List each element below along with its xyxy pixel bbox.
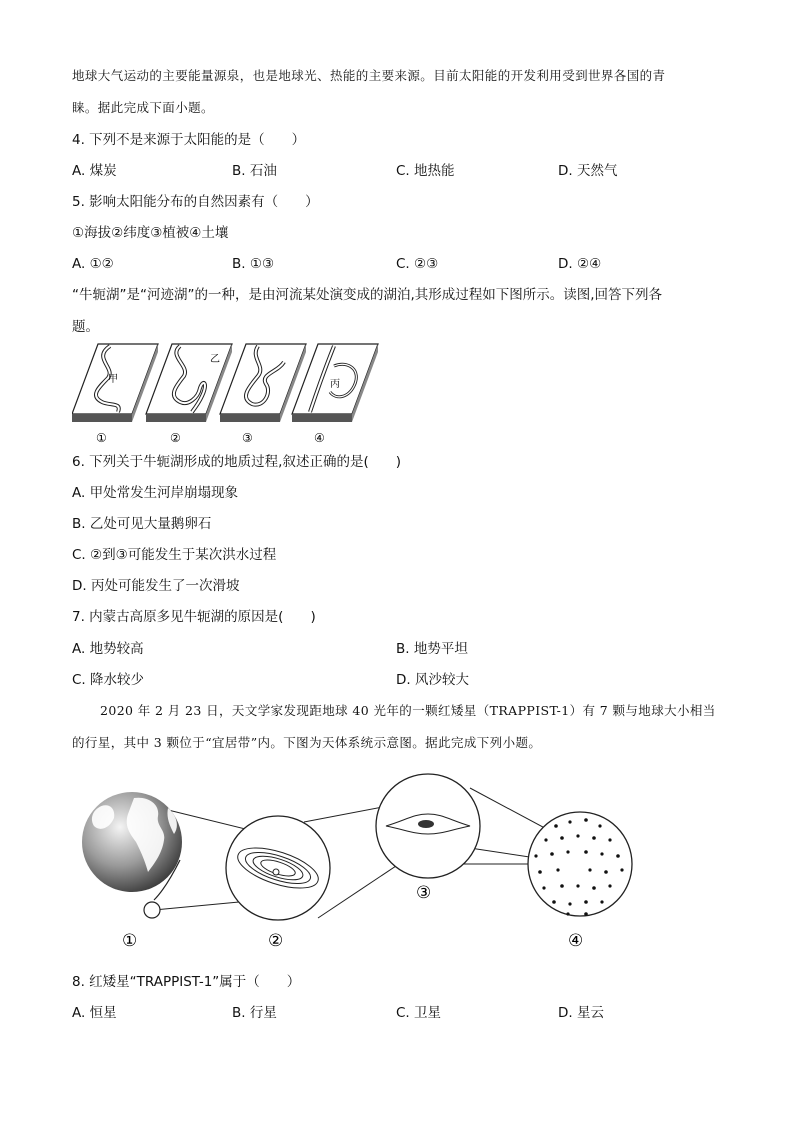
figure2-label-3: ③ <box>416 883 432 903</box>
q5-option-a[interactable]: A. ①② <box>72 256 114 272</box>
q4-option-b[interactable]: B. 石油 <box>232 163 277 179</box>
earth-globe <box>82 792 182 900</box>
label-jia: 甲 <box>108 374 118 385</box>
q8-option-a[interactable]: A. 恒星 <box>72 1005 117 1021</box>
q7-option-a[interactable]: A. 地势较高 <box>72 641 144 657</box>
universe-circle <box>528 812 632 916</box>
q7-option-c[interactable]: C. 降水较少 <box>72 672 145 688</box>
q4-option-c[interactable]: C. 地热能 <box>396 163 455 179</box>
q5-option-b[interactable]: B. ①③ <box>232 256 275 272</box>
q4-stem: 4. 下列不是来源于太阳能的是（ ） <box>72 132 306 148</box>
q8-option-b[interactable]: B. 行星 <box>232 1005 277 1021</box>
q7-stem: 7. 内蒙古高原多见牛轭湖的原因是( ) <box>72 609 316 625</box>
q7-option-d[interactable]: D. 风沙较大 <box>396 672 469 688</box>
figure2-label-1: ① <box>122 931 138 951</box>
intro-line-1: 地球大气运动的主要能量源泉，也是地球光、热能的主要来源。目前太阳能的开发利用受到世界各国的青 <box>72 68 666 83</box>
oxbow-line-1: “牛轭湖”是“河迹湖”的一种，是由河流某处演变成的湖泊,其形成过程如下图所示。读图,回答下列各 <box>72 287 663 303</box>
q4-option-a[interactable]: A. 煤炭 <box>72 163 117 179</box>
trappist-line-2: 的行星，其中 3 颗位于“宜居带”内。下图为天体系统示意图。据此完成下列小题。 <box>72 735 542 750</box>
oxbow-lake-figure <box>72 342 382 448</box>
q4-option-d[interactable]: D. 天然气 <box>558 163 618 179</box>
oxbow-panel-4 <box>292 344 378 422</box>
celestial-system-figure <box>70 768 640 954</box>
q5-option-c[interactable]: C. ②③ <box>396 256 439 272</box>
stage-label-3: ③ <box>242 431 253 445</box>
stage-label-2: ② <box>170 431 181 445</box>
oxbow-line-2: 题。 <box>72 319 99 335</box>
stage-label-1: ① <box>96 431 107 445</box>
q6-option-a[interactable]: A. 甲处常发生河岸崩塌现象 <box>72 485 239 501</box>
figure2-label-2: ② <box>268 931 284 951</box>
q6-option-b[interactable]: B. 乙处可见大量鹅卵石 <box>72 516 212 532</box>
label-bing: 丙 <box>330 379 340 390</box>
q5-stem: 5. 影响太阳能分布的自然因素有（ ） <box>72 194 319 210</box>
moon-circle <box>144 902 160 918</box>
q8-option-d[interactable]: D. 星云 <box>558 1005 604 1021</box>
trappist-line-1: 2020 年 2 月 23 日，天文学家发现距地球 40 光年的一颗红矮星（TRAPPIST-1）有 7 颗与地球大小相当 <box>100 703 716 718</box>
oxbow-panel-2 <box>146 344 232 422</box>
label-yi: 乙 <box>210 354 220 365</box>
intro-line-2: 睐。据此完成下面小题。 <box>72 100 214 115</box>
q5-factors: ①海拔②纬度③植被④土壤 <box>72 225 229 241</box>
galaxy-circle <box>376 774 480 878</box>
q6-option-c[interactable]: C. ②到③可能发生于某次洪水过程 <box>72 547 277 563</box>
solar-system-circle <box>226 816 330 920</box>
figure2-label-4: ④ <box>568 931 584 951</box>
q6-stem: 6. 下列关于牛轭湖形成的地质过程,叙述正确的是( ) <box>72 454 401 470</box>
q7-option-b[interactable]: B. 地势平坦 <box>396 641 468 657</box>
q6-option-d[interactable]: D. 丙处可能发生了一次滑坡 <box>72 578 240 594</box>
stage-label-4: ④ <box>314 431 325 445</box>
oxbow-panel-1 <box>72 344 158 422</box>
q5-option-d[interactable]: D. ②④ <box>558 256 602 272</box>
q8-stem: 8. 红矮星“TRAPPIST-1”属于（ ） <box>72 974 301 990</box>
q8-option-c[interactable]: C. 卫星 <box>396 1005 442 1021</box>
